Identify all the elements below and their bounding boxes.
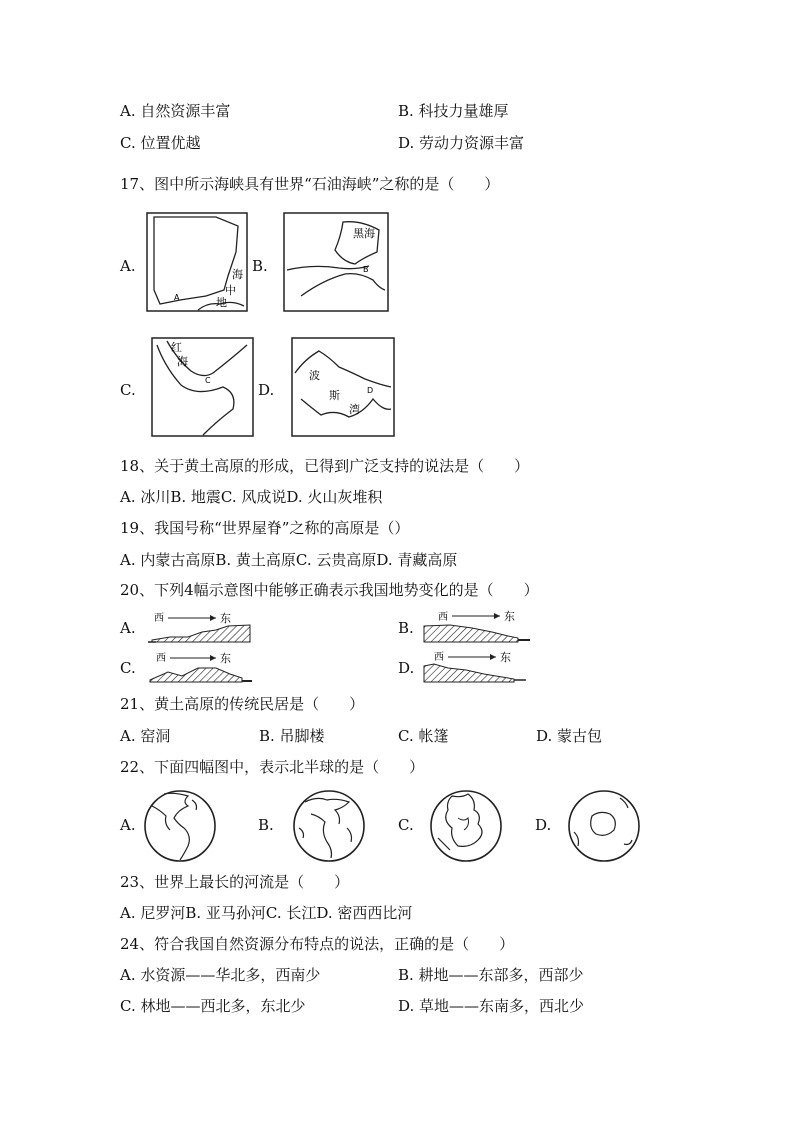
q20c-east: 东 xyxy=(220,652,231,665)
q16-option-d: D. 劳动力资源丰富 xyxy=(398,134,525,152)
q22-label-c: C. xyxy=(398,816,414,834)
q20a-west: 西 xyxy=(154,613,164,624)
q20-label-b: B. xyxy=(398,619,414,637)
q24-option-b: B. 耕地——东部多，西部少 xyxy=(398,966,584,984)
q17-map-c xyxy=(151,337,254,437)
q17-map-d-marker: D xyxy=(367,386,374,395)
q20a-east: 东 xyxy=(220,612,231,625)
q22-globe-b xyxy=(291,788,367,864)
q17-map-c-marker: C xyxy=(205,376,211,385)
q20d-east: 东 xyxy=(500,651,511,664)
q16-option-a: A. 自然资源丰富 xyxy=(120,102,231,120)
q21-option-c: C. 帐篷 xyxy=(398,727,449,745)
q22-globe-a xyxy=(142,788,218,864)
q21-option-d: D. 蒙古包 xyxy=(536,727,603,745)
q20b-east: 东 xyxy=(504,610,515,623)
q20-label-d: D. xyxy=(398,659,415,677)
q17-stem: 17、图中所示海峡具有世界“石油海峡”之称的是（ ） xyxy=(120,175,500,193)
q17-map-c-sea2: 海 xyxy=(177,355,188,368)
q21-option-b: B. 吊脚楼 xyxy=(259,727,325,745)
q17-label-c: C. xyxy=(120,381,136,399)
q22-label-d: D. xyxy=(535,816,552,834)
q24-option-c: C. 林地——西北多，东北少 xyxy=(120,997,306,1015)
q17-map-a xyxy=(146,212,248,312)
q17-map-d-sea2: 斯 xyxy=(329,389,340,402)
q19-options: A. 内蒙古高原B. 黄土高原C. 云贵高原D. 青藏高原 xyxy=(120,551,458,569)
q24-option-a: A. 水资源——华北多，西南少 xyxy=(120,966,321,984)
q20-stem: 20、下列4幅示意图中能够正确表示我国地势变化的是（ ） xyxy=(120,581,539,599)
q17-map-d-sea1: 波 xyxy=(309,369,320,382)
q21-stem: 21、黄土高原的传统民居是（ ） xyxy=(120,695,365,713)
q24-option-d: D. 草地——东南多，西北少 xyxy=(398,997,585,1015)
q20-profile-b xyxy=(422,608,534,646)
q20b-west: 西 xyxy=(438,612,448,623)
q19-stem: 19、我国号称“世界屋脊”之称的高原是（） xyxy=(120,519,410,537)
q17-label-a: A. xyxy=(120,257,136,275)
q23-stem: 23、世界上最长的河流是（ ） xyxy=(120,873,350,891)
q22-globe-d xyxy=(566,788,642,864)
q17-map-a-sea2: 中 xyxy=(225,284,236,297)
q17-map-b xyxy=(283,212,389,312)
q18-stem: 18、关于黄土高原的形成，已得到广泛支持的说法是（ ） xyxy=(120,457,530,475)
q22-label-a: A. xyxy=(120,816,136,834)
q22-stem: 22、下面四幅图中，表示北半球的是（ ） xyxy=(120,758,425,776)
q17-map-a-sea3: 地 xyxy=(216,296,227,309)
q17-map-b-marker: B xyxy=(363,265,369,274)
q20-label-a: A. xyxy=(120,619,136,637)
q17-map-d xyxy=(291,337,395,437)
q17-map-a-sea1: 海 xyxy=(232,268,243,281)
q20-label-c: C. xyxy=(120,659,136,677)
q17-map-c-sea1: 红 xyxy=(171,341,182,354)
q20-profile-a xyxy=(146,610,256,646)
q20-profile-c xyxy=(146,650,256,686)
q20d-west: 西 xyxy=(434,652,444,663)
q17-map-d-sea3: 湾 xyxy=(349,403,360,416)
q18-options: A. 冰川B. 地震C. 风成说D. 火山灰堆积 xyxy=(120,488,383,506)
q16-option-c: C. 位置优越 xyxy=(120,134,201,152)
q17-map-b-sea: 黑海 xyxy=(353,227,375,240)
q17-label-b: B. xyxy=(252,257,268,275)
q16-option-b: B. 科技力量雄厚 xyxy=(398,102,509,120)
q20c-west: 西 xyxy=(156,653,166,664)
q20-profile-d xyxy=(422,648,534,686)
q23-options: A. 尼罗河B. 亚马孙河C. 长江D. 密西西比河 xyxy=(120,904,413,922)
q24-stem: 24、符合我国自然资源分布特点的说法，正确的是（ ） xyxy=(120,935,515,953)
q21-option-a: A. 窑洞 xyxy=(120,727,171,745)
q17-map-a-marker: A xyxy=(174,293,180,302)
q17-label-d: D. xyxy=(258,381,275,399)
q22-globe-c xyxy=(428,788,504,864)
q22-label-b: B. xyxy=(258,816,274,834)
